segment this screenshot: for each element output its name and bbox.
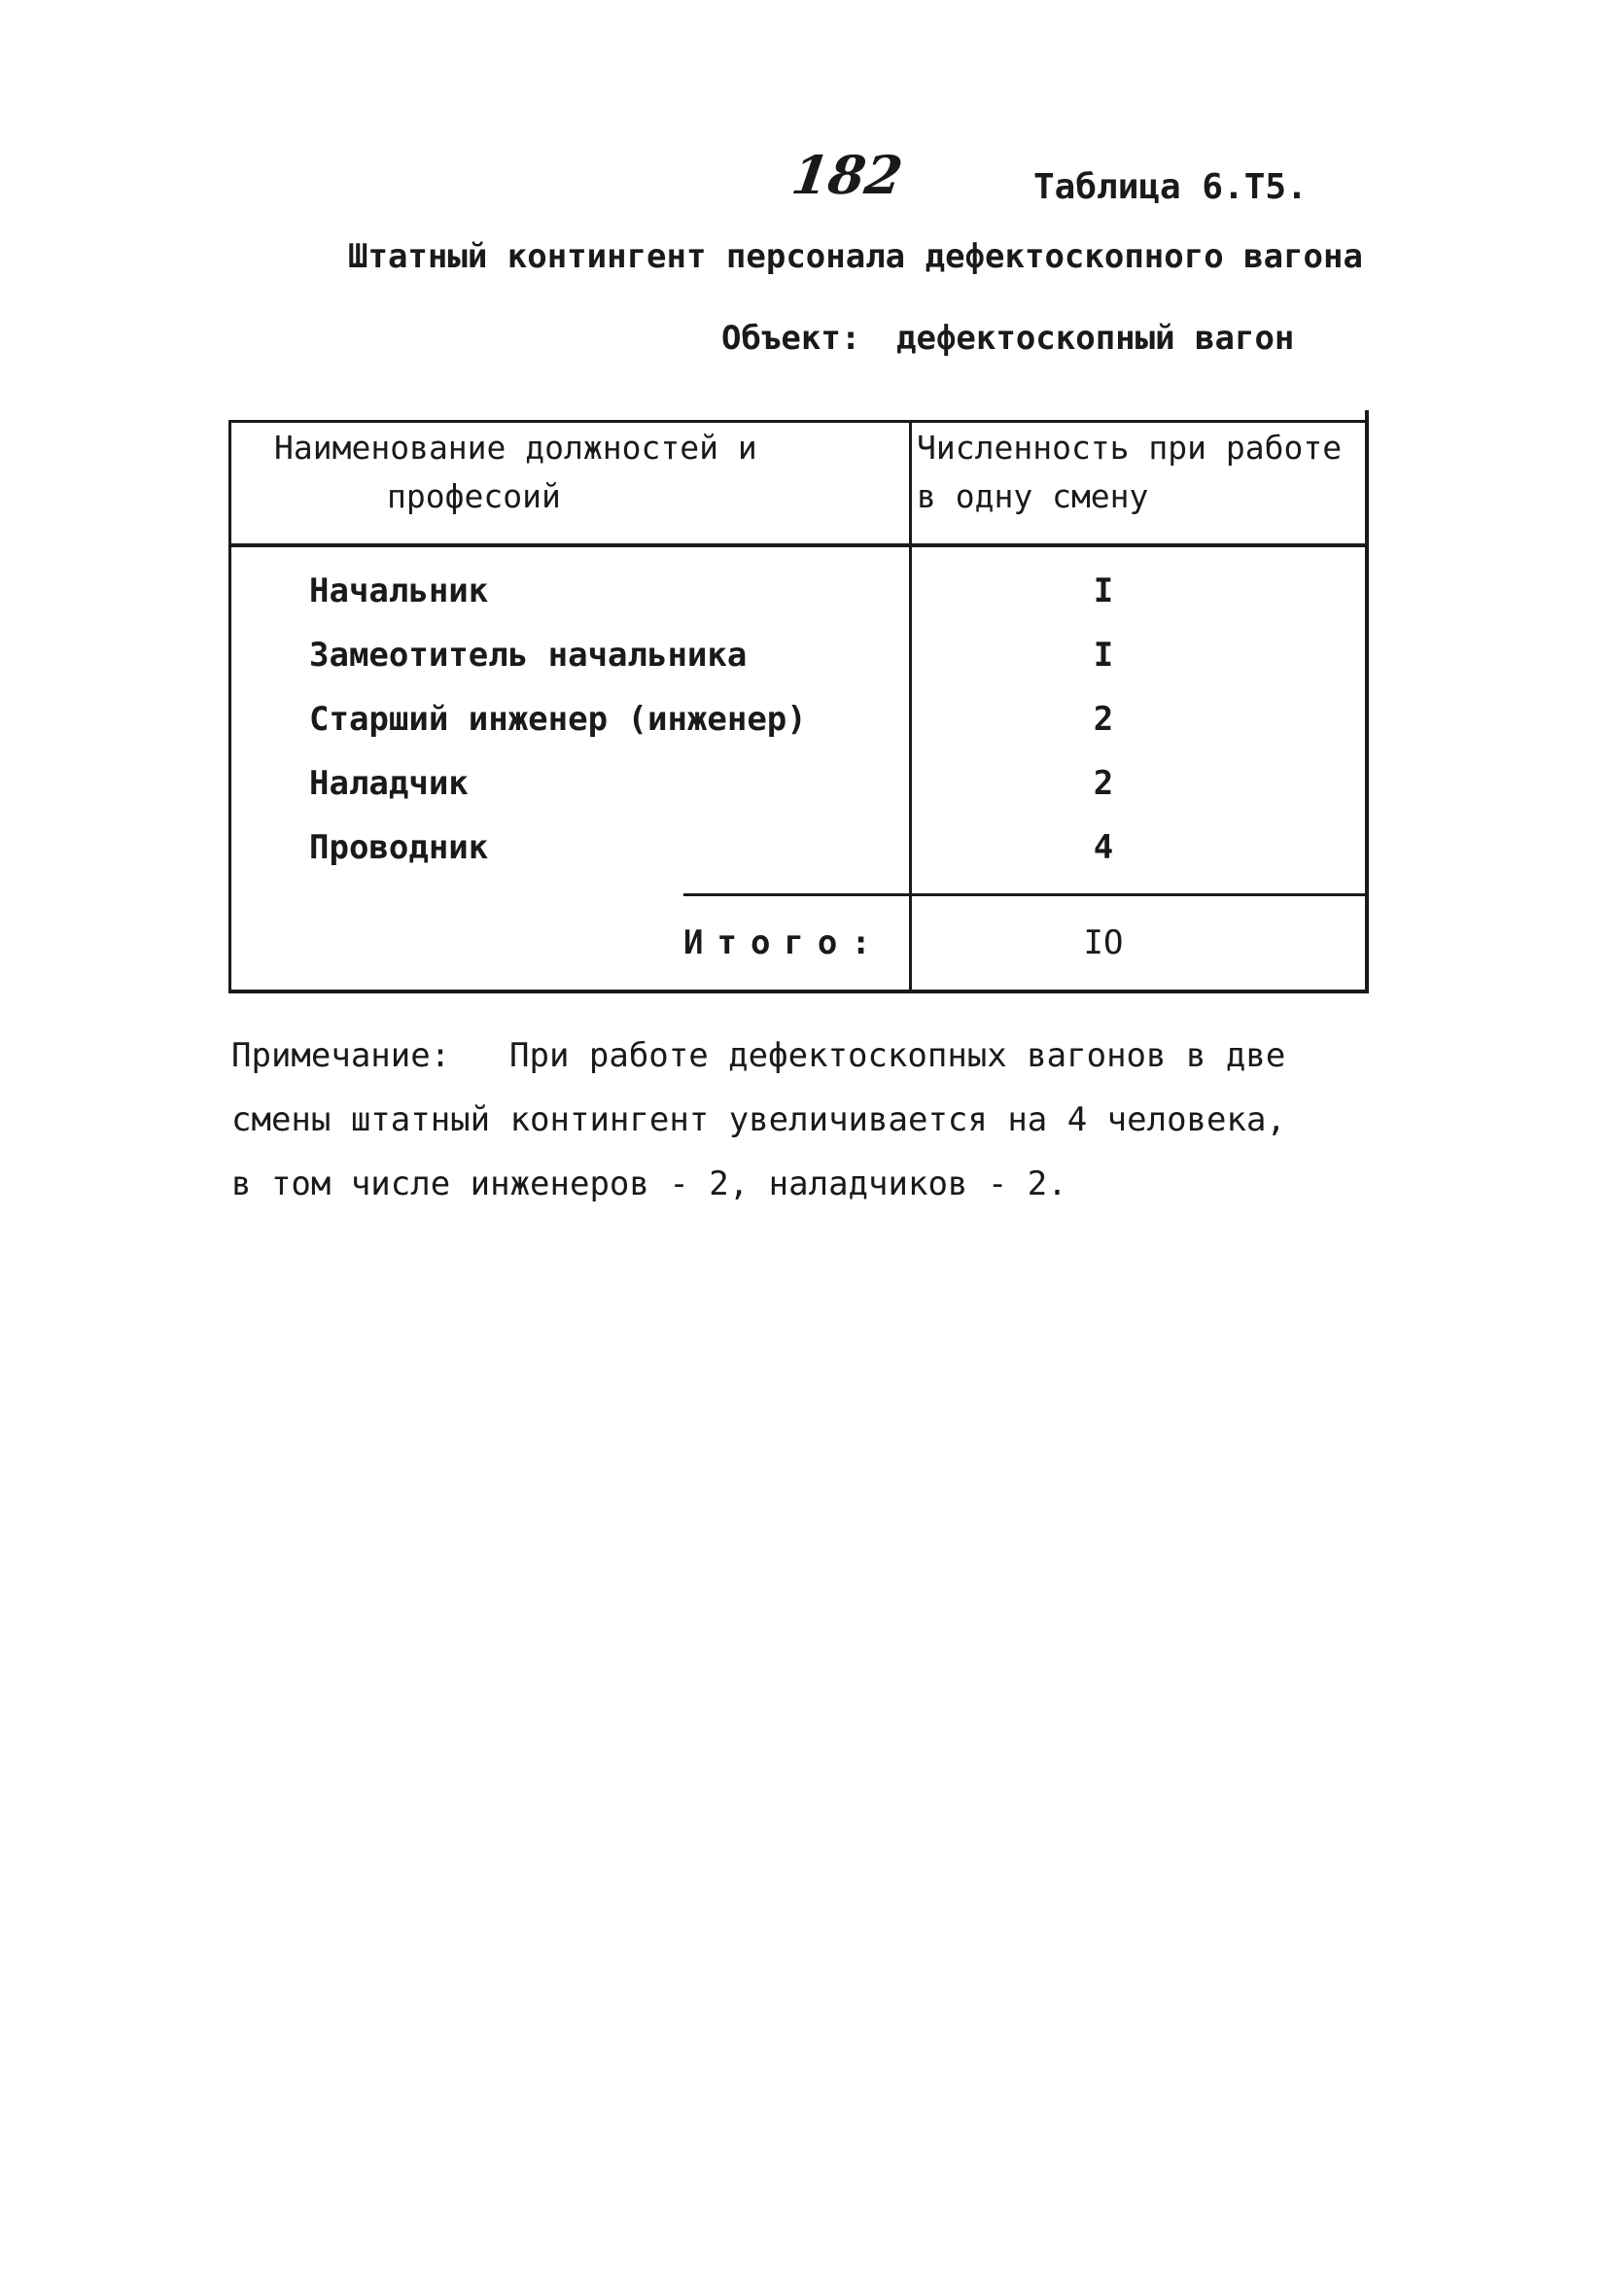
table-column-divider (909, 420, 912, 993)
column-header-count-cont: в одну смену (917, 477, 1149, 515)
row-count: 2 (1093, 700, 1114, 739)
row-count: I (1093, 636, 1114, 675)
table-header-divider (228, 543, 1368, 547)
table-number: Таблица 6.Т5. (1033, 167, 1308, 207)
column-header-count: Численность при работе (917, 429, 1343, 467)
note-text-line-2: смены штатный контингент увеличивается на 4 человека, (231, 1100, 1286, 1139)
row-position: Старший инженер (инженер) (309, 700, 807, 739)
row-position: Замеотитель начальника (309, 636, 748, 675)
table-border-right (1365, 410, 1369, 993)
object-label: Объект: (721, 319, 861, 358)
total-value: IO (1083, 923, 1124, 962)
table-total-divider (683, 893, 1368, 896)
column-header-position: Наименование должностей и (274, 429, 757, 467)
note-text-line-1: При работе дефектоскопных вагонов в две (509, 1036, 1286, 1075)
table-title: Штатный контингент персонала дефектоскопного вагона (348, 237, 1363, 276)
row-position: Проводник (309, 828, 489, 867)
row-count: I (1093, 572, 1114, 610)
note-label: Примечание: (231, 1036, 451, 1075)
table-border-top (228, 420, 1368, 423)
page-number: 182 (787, 144, 907, 206)
table-border-left (228, 420, 231, 993)
row-count: 4 (1093, 828, 1114, 867)
note-text-line-3: в том чиcле инженеров - 2, наладчиков - 2. (231, 1165, 1067, 1203)
total-label: Итого: (683, 923, 885, 962)
column-header-position-cont: професоий (387, 477, 561, 515)
table-border-bottom (228, 990, 1368, 993)
row-position: Наладчик (309, 764, 469, 803)
row-count: 2 (1093, 764, 1114, 803)
row-position: Начальник (309, 572, 489, 610)
object-value: дефектоскопный вагон (896, 319, 1295, 358)
